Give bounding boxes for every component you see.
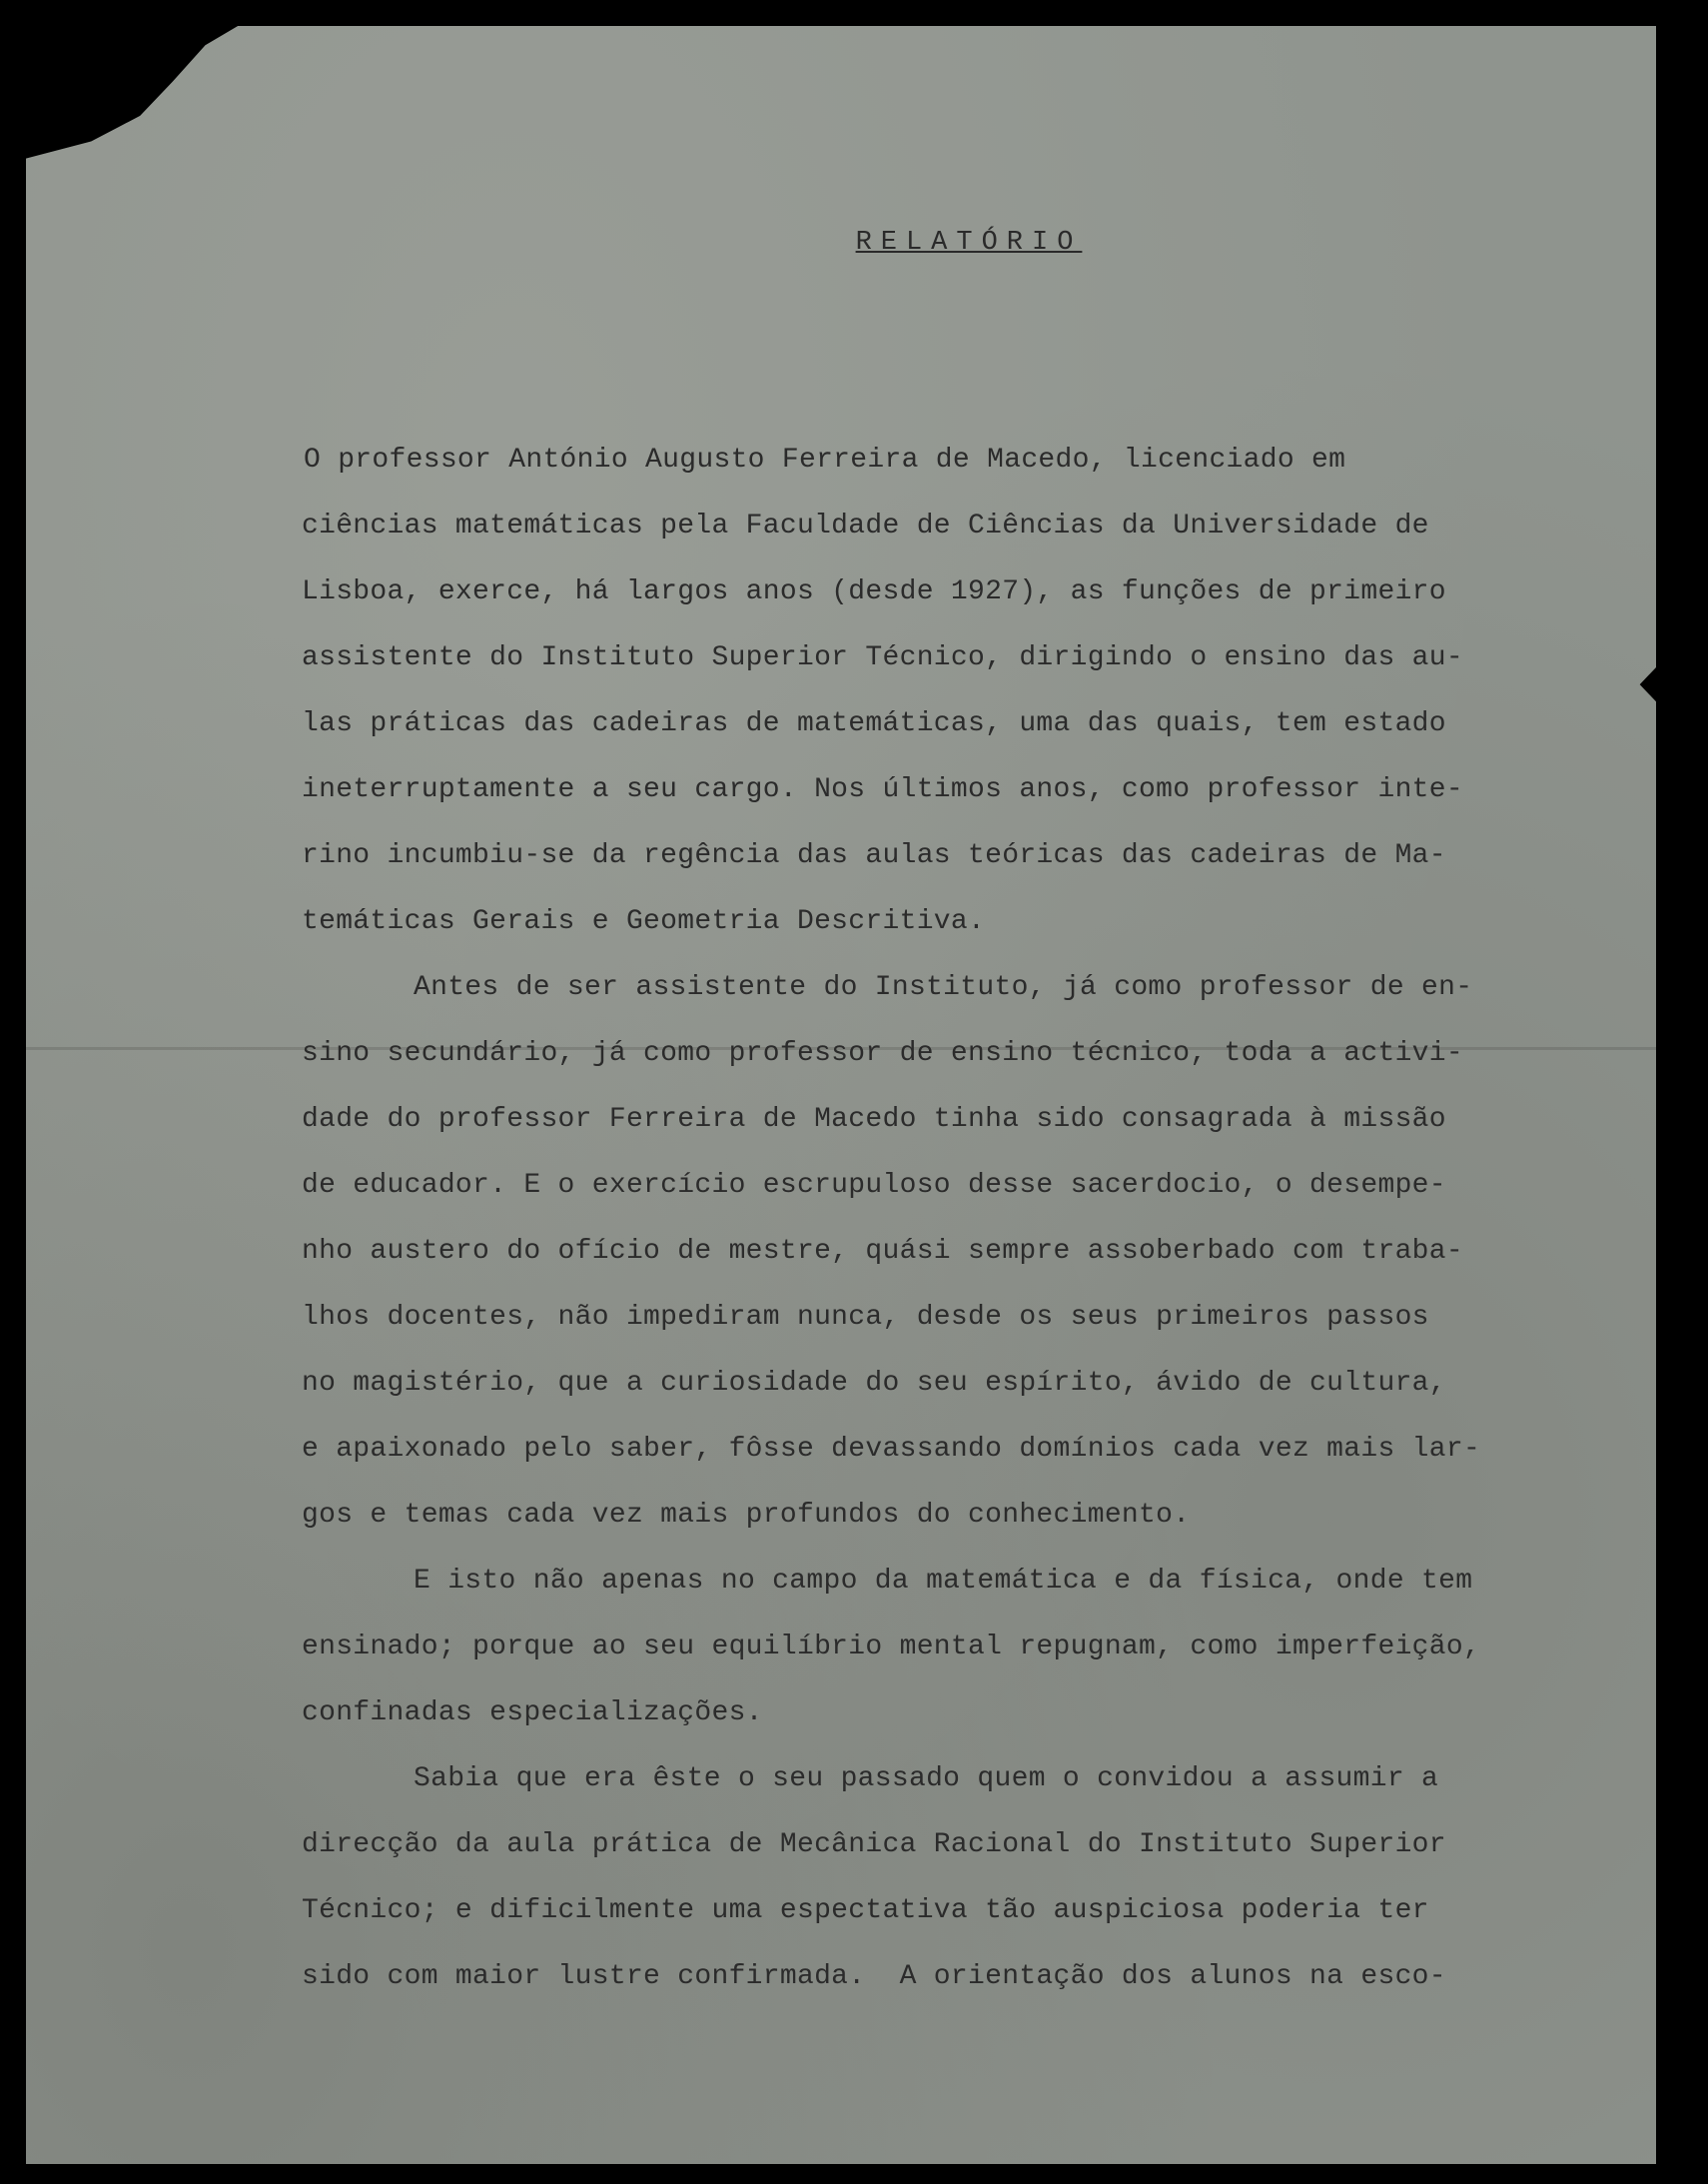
text-line: gos e temas cada vez mais profundos do conhecimento.	[302, 1500, 1191, 1531]
text-line: Lisboa, exerce, há largos anos (desde 1927), as funções de primeiro	[302, 576, 1446, 607]
text-line: O professor António Augusto Ferreira de Macedo, licenciado em	[304, 445, 1346, 476]
text-line: lhos docentes, não impediram nunca, desde os seus primeiros passos	[302, 1302, 1429, 1333]
text-line: confinadas especializações.	[302, 1697, 763, 1728]
text-line: E isto não apenas no campo da matemática e da física, onde tem	[414, 1566, 1473, 1597]
text-line: nho austero do ofício de mestre, quási sempre assoberbado com traba-	[302, 1236, 1463, 1267]
text-line: Antes de ser assistente do Instituto, já como professor de en-	[414, 972, 1473, 1003]
text-line: Sabia que era êste o seu passado quem o convidou a assumir a	[414, 1763, 1439, 1794]
text-line: e apaixonado pelo saber, fôsse devassando domínios cada vez mais lar-	[302, 1434, 1481, 1465]
text-line: rino incumbiu-se da regência das aulas teóricas das cadeiras de Ma-	[302, 840, 1446, 871]
text-line: Técnico; e dificilmente uma espectativa tão auspiciosa poderia ter	[302, 1895, 1429, 1926]
text-line: ciências matemáticas pela Faculdade de Ciências da Universidade de	[302, 511, 1429, 542]
text-line: assistente do Instituto Superior Técnico, dirigindo o ensino das au-	[302, 642, 1463, 673]
text-line: ineterruptamente a seu cargo. Nos últimos anos, como professor inte-	[302, 774, 1463, 805]
text-line: no magistério, que a curiosidade do seu espírito, ávido de cultura,	[302, 1368, 1446, 1399]
text-line: las práticas das cadeiras de matemáticas, uma das quais, tem estado	[302, 708, 1446, 739]
document-title: RELATÓRIO	[855, 228, 1083, 258]
text-line: sino secundário, já como professor de ensino técnico, toda a activi-	[302, 1038, 1463, 1069]
text-line: dade do professor Ferreira de Macedo tinha sido consagrada à missão	[302, 1104, 1446, 1135]
text-line: direcção da aula prática de Mecânica Racional do Instituto Superior	[302, 1829, 1446, 1860]
text-line: temáticas Gerais e Geometria Descritiva.	[302, 906, 986, 937]
text-line: de educador. E o exercício escrupuloso desse sacerdocio, o desempe-	[302, 1170, 1446, 1201]
text-line: ensinado; porque ao seu equilíbrio mental repugnam, como imperfeição,	[302, 1632, 1481, 1662]
text-line: sido com maior lustre confirmada. A orientação dos alunos na esco-	[302, 1961, 1446, 1992]
document-body	[302, 428, 1660, 2010]
